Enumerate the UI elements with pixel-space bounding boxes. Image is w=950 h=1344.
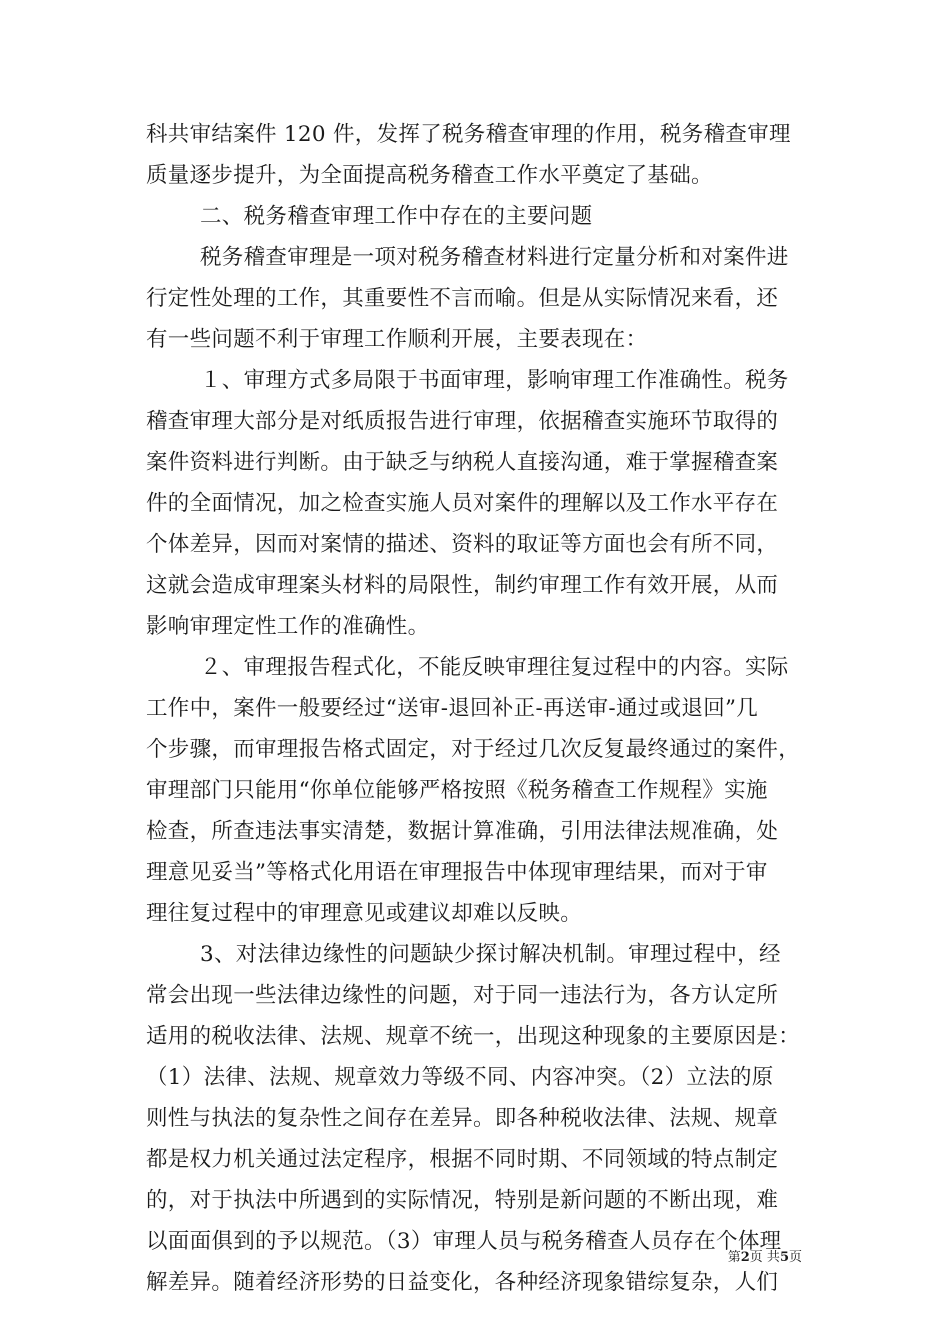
footer-prefix: 第 [727,1250,741,1265]
text-line: 个步骤，而审理报告格式固定，对于经过几次反复最终通过的案件， [146,737,801,762]
text-line: 税务稽查审理是一项对税务稽查材料进行定量分析和对案件进 [200,245,789,270]
text-line: 有一些问题不利于审理工作顺利开展，主要表现在： [146,327,648,352]
text-line: 理意见妥当”等格式化用语在审理报告中体现审理结果，而对于审 [146,860,768,885]
text-line: 都是权力机关通过法定程序，根据不同时期、不同领域的特点制定 [146,1147,779,1172]
text-line: 工作中，案件一般要经过“送审-退回补正-再送审-通过或退回”几 [146,696,759,721]
text-line: 影响审理定性工作的准确性。 [146,614,430,639]
text-line: 稽查审理大部分是对纸质报告进行审理，依据稽查实施环节取得的 [146,409,779,434]
footer-middle: 页 共 [749,1250,780,1265]
text-line: １、审理方式多局限于书面审理，影响审理工作准确性。税务 [200,368,789,393]
section-heading: 二、税务稽查审理工作中存在的主要问题 [200,204,593,229]
page-number-footer [728,1246,802,1265]
text-line: 个体差异，因而对案情的描述、资料的取证等方面也会有所不同， [146,532,779,557]
text-line: 常会出现一些法律边缘性的问题，对于同一违法行为，各方认定所 [146,983,779,1008]
text-line: 科共审结案件 120 件，发挥了税务稽查审理的作用，税务稽查审理 [146,122,791,147]
text-line: 以面面俱到的予以规范。（3）审理人员与税务稽查人员存在个体理 [146,1229,782,1254]
text-line: 3、对法律边缘性的问题缺少探讨解决机制。审理过程中，经 [200,942,781,967]
total-pages-number: 5 [779,1250,789,1265]
footer-suffix: 页 [788,1250,802,1265]
text-line: 件的全面情况，加之检查实施人员对案件的理解以及工作水平存在 [146,491,779,516]
text-line: 案件资料进行判断。由于缺乏与纳税人直接沟通，难于掌握稽查案 [146,450,779,475]
text-line: 质量逐步提升，为全面提高税务稽查工作水平奠定了基础。 [146,163,713,188]
text-line: 行定性处理的工作，其重要性不言而喻。但是从实际情况来看，还 [146,286,779,311]
text-line: 的，对于执法中所遇到的实际情况，特别是新问题的不断出现，难 [146,1188,779,1213]
text-line: ２、审理报告程式化，不能反映审理往复过程中的内容。实际 [200,655,789,680]
text-line: 解差异。随着经济形势的日益变化，各种经济现象错综复杂，人们 [146,1270,779,1295]
text-line: 检查，所查违法事实清楚，数据计算准确，引用法律法规准确，处 [146,819,779,844]
text-line: （1）法律、法规、规章效力等级不同、内容冲突。（2）立法的原 [146,1065,774,1090]
text-line: 则性与执法的复杂性之间存在差异。即各种税收法律、法规、规章 [146,1106,779,1131]
text-line: 适用的税收法律、法规、规章不统一，出现这种现象的主要原因是： [146,1024,801,1049]
text-line: 这就会造成审理案头材料的局限性，制约审理工作有效开展，从而 [146,573,779,598]
current-page-number: 2 [740,1250,750,1265]
text-line: 审理部门只能用“你单位能够严格按照《税务稽查工作规程》实施 [146,778,768,803]
text-line: 理往复过程中的审理意见或建议却难以反映。 [146,901,583,926]
